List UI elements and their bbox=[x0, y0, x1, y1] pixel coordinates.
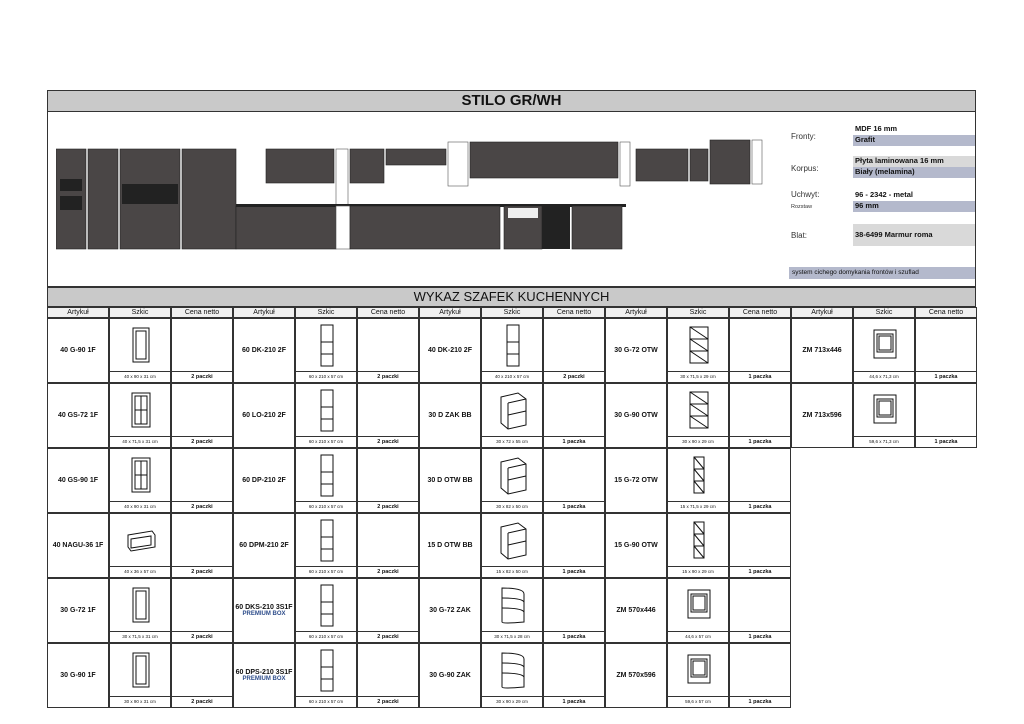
price-cell bbox=[357, 383, 419, 448]
sketch-cell bbox=[109, 513, 171, 578]
article-code: 40 DK-210 2F bbox=[428, 347, 472, 354]
article-cell bbox=[233, 513, 295, 578]
article-cell bbox=[419, 513, 481, 578]
article-cell bbox=[605, 513, 667, 578]
package-count: 2 paczki bbox=[358, 566, 418, 577]
price-cell bbox=[729, 318, 791, 383]
price-cell bbox=[543, 448, 605, 513]
sketch-cell bbox=[853, 318, 915, 383]
sketch-cell bbox=[109, 448, 171, 513]
sketch-cell bbox=[295, 448, 357, 513]
article-code: 40 GS-90 1F bbox=[57, 477, 99, 484]
article-cell bbox=[419, 578, 481, 643]
dimensions: 60 x 210 x 57 cm bbox=[296, 566, 356, 577]
dimensions: 30 x 90 x 31 cm bbox=[110, 696, 170, 707]
package-count: 1 paczka bbox=[916, 371, 976, 382]
price-cell bbox=[357, 578, 419, 643]
sketch-cell bbox=[667, 383, 729, 448]
open-shelf-icon bbox=[682, 389, 716, 432]
price-cell bbox=[171, 643, 233, 708]
article-code: 30 D OTW BB bbox=[427, 477, 473, 484]
dishwasher-front-icon bbox=[868, 324, 902, 367]
premium-badge: PREMIUM BOX bbox=[242, 676, 286, 682]
hood-cabinet-icon bbox=[124, 519, 158, 562]
dimensions: 30 x 90 x 29 cm bbox=[482, 696, 542, 707]
package-count: 2 paczki bbox=[358, 501, 418, 512]
article-code: ZM 570x596 bbox=[616, 672, 656, 679]
header-cena: Cena netto bbox=[171, 307, 233, 318]
header-artykul: Artykuł bbox=[419, 307, 481, 318]
dishwasher-front-icon bbox=[868, 389, 902, 432]
price-cell bbox=[171, 513, 233, 578]
package-count: 1 paczka bbox=[544, 436, 604, 447]
glass-wall-cabinet-icon bbox=[124, 454, 158, 497]
package-count: 2 paczki bbox=[358, 696, 418, 707]
package-count: 1 paczka bbox=[544, 696, 604, 707]
open-base-cabinet-icon bbox=[496, 519, 530, 562]
dimensions: 30 x 72 x 55 cm bbox=[482, 436, 542, 447]
corner-base-cabinet-icon bbox=[496, 389, 530, 432]
package-count: 1 paczka bbox=[544, 566, 604, 577]
sketch-cell bbox=[667, 578, 729, 643]
article-cell bbox=[47, 513, 109, 578]
narrow-open-shelf-icon bbox=[682, 454, 716, 497]
price-cell bbox=[729, 513, 791, 578]
package-count: 2 paczki bbox=[172, 566, 232, 577]
package-count: 1 paczka bbox=[730, 631, 790, 642]
wall-cabinet-icon bbox=[124, 584, 158, 627]
article-cell bbox=[233, 448, 295, 513]
price-cell bbox=[729, 383, 791, 448]
dimensions: 15 x 90 x 29 cm bbox=[668, 566, 728, 577]
dimensions: 30 x 82 x 50 cm bbox=[482, 501, 542, 512]
header-szkic: Szkic bbox=[109, 307, 171, 318]
article-cell bbox=[605, 318, 667, 383]
price-cell bbox=[171, 578, 233, 643]
article-code: 30 G-90 1F bbox=[60, 672, 96, 679]
price-cell bbox=[543, 513, 605, 578]
spec-korpus bbox=[789, 156, 975, 180]
spec-blat bbox=[789, 224, 975, 246]
sketch-cell bbox=[481, 383, 543, 448]
article-code: ZM 570x446 bbox=[616, 607, 656, 614]
header-szkic: Szkic bbox=[295, 307, 357, 318]
dimensions: 40 x 90 x 31 cm bbox=[110, 371, 170, 382]
package-count: 2 paczki bbox=[544, 371, 604, 382]
article-code: 15 G-90 OTW bbox=[614, 542, 658, 549]
article-code: ZM 713x596 bbox=[802, 412, 842, 419]
price-cell bbox=[915, 318, 977, 383]
drawer-oven-cabinet-icon bbox=[310, 649, 344, 692]
sketch-cell bbox=[295, 643, 357, 708]
article-cell bbox=[233, 578, 295, 643]
sketch-cell bbox=[109, 578, 171, 643]
dimensions: 44,6 x 71,3 cm bbox=[854, 371, 914, 382]
article-cell bbox=[791, 383, 853, 448]
spec-label: Korpus: bbox=[791, 164, 819, 173]
dimensions: 60 x 210 x 57 cm bbox=[296, 371, 356, 382]
article-cell bbox=[605, 578, 667, 643]
header-cena: Cena netto bbox=[729, 307, 791, 318]
sketch-cell bbox=[109, 643, 171, 708]
kitchen-illustration bbox=[56, 134, 791, 269]
article-cell bbox=[233, 643, 295, 708]
article-cell bbox=[419, 643, 481, 708]
price-cell bbox=[543, 578, 605, 643]
article-cell bbox=[605, 383, 667, 448]
article-code: 40 GS-72 1F bbox=[57, 412, 99, 419]
header-artykul: Artykuł bbox=[791, 307, 853, 318]
price-cell bbox=[357, 448, 419, 513]
article-code: 15 G-72 OTW bbox=[614, 477, 658, 484]
price-cell bbox=[171, 448, 233, 513]
list-title: WYKAZ SZAFEK KUCHENNYCH bbox=[47, 287, 976, 307]
dimensions: 59,6 x 71,3 cm bbox=[854, 436, 914, 447]
header-szkic: Szkic bbox=[667, 307, 729, 318]
fridge-cabinet-icon bbox=[310, 389, 344, 432]
dimensions: 60 x 210 x 57 cm bbox=[296, 631, 356, 642]
article-code: 30 G-90 OTW bbox=[614, 412, 658, 419]
article-cell bbox=[233, 383, 295, 448]
price-cell bbox=[543, 643, 605, 708]
header-szkic: Szkic bbox=[853, 307, 915, 318]
header-artykul: Artykuł bbox=[605, 307, 667, 318]
header-cena: Cena netto bbox=[357, 307, 419, 318]
package-count: 1 paczka bbox=[730, 566, 790, 577]
dimensions: 60 x 210 x 57 cm bbox=[296, 696, 356, 707]
package-count: 2 paczki bbox=[172, 696, 232, 707]
price-cell bbox=[357, 513, 419, 578]
article-code: 30 G-72 1F bbox=[60, 607, 96, 614]
dimensions: 44,6 x 57 cm bbox=[668, 631, 728, 642]
spec-value: 96 mm bbox=[853, 201, 975, 212]
article-code: ZM 713x446 bbox=[802, 347, 842, 354]
spec-label: Uchwyt: bbox=[791, 190, 820, 199]
article-cell bbox=[791, 318, 853, 383]
header-artykul: Artykuł bbox=[47, 307, 109, 318]
wall-cabinet-icon bbox=[124, 649, 158, 692]
package-count: 1 paczka bbox=[916, 436, 976, 447]
article-code: 60 LO-210 2F bbox=[242, 412, 286, 419]
header-szkic: Szkic bbox=[481, 307, 543, 318]
article-cell bbox=[605, 643, 667, 708]
sketch-cell bbox=[109, 318, 171, 383]
article-code: 40 G-90 1F bbox=[60, 347, 96, 354]
oven-cabinet-icon bbox=[310, 454, 344, 497]
dimensions: 15 x 82 x 50 cm bbox=[482, 566, 542, 577]
spec-value: MDF 16 mm bbox=[855, 124, 898, 133]
dimensions: 30 x 71,5 x 28 cm bbox=[482, 631, 542, 642]
package-count: 1 paczka bbox=[730, 436, 790, 447]
system-note: system cichego domykania frontów i szuflad bbox=[789, 267, 975, 279]
header-artykul: Artykuł bbox=[233, 307, 295, 318]
article-code: 30 G-90 ZAK bbox=[429, 672, 471, 679]
package-count: 1 paczka bbox=[544, 631, 604, 642]
article-cell bbox=[47, 383, 109, 448]
price-cell bbox=[171, 318, 233, 383]
package-count: 1 paczka bbox=[730, 371, 790, 382]
article-cell bbox=[419, 383, 481, 448]
sketch-cell bbox=[481, 448, 543, 513]
package-count: 2 paczki bbox=[358, 436, 418, 447]
spec-uchwyt bbox=[789, 188, 975, 216]
dimensions: 60 x 210 x 57 cm bbox=[296, 501, 356, 512]
price-cell bbox=[729, 578, 791, 643]
package-count: 2 paczki bbox=[172, 371, 232, 382]
package-count: 2 paczki bbox=[172, 631, 232, 642]
article-code: 30 D ZAK BB bbox=[428, 412, 472, 419]
article-code: 60 DKS-210 3S1F bbox=[235, 604, 293, 611]
article-code: 60 DPM-210 2F bbox=[239, 542, 289, 549]
article-code: 15 D OTW BB bbox=[427, 542, 473, 549]
sketch-cell bbox=[667, 318, 729, 383]
dimensions: 15 x 71,5 x 29 cm bbox=[668, 501, 728, 512]
article-cell bbox=[605, 448, 667, 513]
dimensions: 30 x 71,5 x 31 cm bbox=[110, 631, 170, 642]
price-cell bbox=[171, 383, 233, 448]
sketch-cell bbox=[667, 643, 729, 708]
spec-value: Płyta laminowana 16 mm bbox=[853, 156, 975, 167]
dimensions: 40 x 71,5 x 31 cm bbox=[110, 436, 170, 447]
article-code: 60 DP-210 2F bbox=[242, 477, 286, 484]
oven-microwave-cabinet-icon bbox=[310, 519, 344, 562]
open-base-cabinet-icon bbox=[496, 454, 530, 497]
wall-cabinet-icon bbox=[124, 324, 158, 367]
package-count: 1 paczka bbox=[544, 501, 604, 512]
premium-badge: PREMIUM BOX bbox=[242, 611, 286, 617]
dimensions: 40 x 210 x 57 cm bbox=[482, 371, 542, 382]
dimensions: 30 x 71,5 x 29 cm bbox=[668, 371, 728, 382]
price-cell bbox=[357, 318, 419, 383]
article-cell bbox=[47, 578, 109, 643]
sketch-cell bbox=[109, 383, 171, 448]
spec-label: Fronty: bbox=[791, 132, 816, 141]
spec-value: Grafit bbox=[853, 135, 975, 146]
article-code: 40 NAGU-36 1F bbox=[52, 542, 104, 549]
article-cell bbox=[47, 318, 109, 383]
kitchen-overview bbox=[47, 112, 976, 287]
open-shelf-icon bbox=[682, 324, 716, 367]
package-count: 1 paczka bbox=[730, 696, 790, 707]
article-cell bbox=[233, 318, 295, 383]
rounded-shelf-icon bbox=[496, 649, 530, 692]
narrow-open-shelf-icon bbox=[682, 519, 716, 562]
spec-sublabel: Rozstaw bbox=[791, 204, 813, 210]
header-cena: Cena netto bbox=[915, 307, 977, 318]
dimensions: 40 x 90 x 31 cm bbox=[110, 501, 170, 512]
article-code: 30 G-72 ZAK bbox=[429, 607, 471, 614]
spec-value: Biały (melamina) bbox=[853, 167, 975, 178]
sketch-cell bbox=[481, 318, 543, 383]
price-cell bbox=[543, 383, 605, 448]
dimensions: 40 x 36 x 57 cm bbox=[110, 566, 170, 577]
article-code: 60 DK-210 2F bbox=[242, 347, 286, 354]
dimensions: 60 x 210 x 57 cm bbox=[296, 436, 356, 447]
article-cell bbox=[419, 318, 481, 383]
sketch-cell bbox=[295, 513, 357, 578]
price-cell bbox=[729, 448, 791, 513]
price-cell bbox=[915, 383, 977, 448]
sketch-cell bbox=[295, 318, 357, 383]
dimensions: 59,6 x 57 cm bbox=[668, 696, 728, 707]
article-cell bbox=[47, 643, 109, 708]
price-cell bbox=[357, 643, 419, 708]
spec-label: Blat: bbox=[791, 231, 808, 240]
price-cell bbox=[729, 643, 791, 708]
package-count: 1 paczka bbox=[730, 501, 790, 512]
sketch-cell bbox=[481, 578, 543, 643]
article-code: 30 G-72 OTW bbox=[614, 347, 658, 354]
package-count: 2 paczki bbox=[172, 501, 232, 512]
glass-wall-cabinet-icon bbox=[124, 389, 158, 432]
header-cena: Cena netto bbox=[543, 307, 605, 318]
dimensions: 30 x 90 x 29 cm bbox=[668, 436, 728, 447]
drawer-tall-cabinet-icon bbox=[310, 584, 344, 627]
article-code: 60 DPS-210 3S1F bbox=[235, 669, 293, 676]
sketch-cell bbox=[667, 513, 729, 578]
spec-value: 96 - 2342 - metal bbox=[855, 190, 913, 199]
rounded-shelf-icon bbox=[496, 584, 530, 627]
sketch-cell bbox=[853, 383, 915, 448]
package-count: 2 paczki bbox=[358, 631, 418, 642]
page-title: STILO GR/WH bbox=[47, 90, 976, 112]
sketch-cell bbox=[295, 383, 357, 448]
sketch-cell bbox=[295, 578, 357, 643]
article-cell bbox=[47, 448, 109, 513]
sketch-cell bbox=[667, 448, 729, 513]
price-cell bbox=[543, 318, 605, 383]
tall-cabinet-icon bbox=[310, 324, 344, 367]
article-cell bbox=[419, 448, 481, 513]
package-count: 2 paczki bbox=[358, 371, 418, 382]
package-count: 2 paczki bbox=[172, 436, 232, 447]
spec-fronty bbox=[789, 124, 975, 148]
spec-value: 38-6499 Marmur roma bbox=[853, 224, 975, 246]
tall-cabinet-icon bbox=[496, 324, 530, 367]
dishwasher-front-icon bbox=[682, 584, 716, 627]
sketch-cell bbox=[481, 643, 543, 708]
sketch-cell bbox=[481, 513, 543, 578]
catalog-sheet bbox=[47, 90, 976, 287]
dishwasher-front-icon bbox=[682, 649, 716, 692]
